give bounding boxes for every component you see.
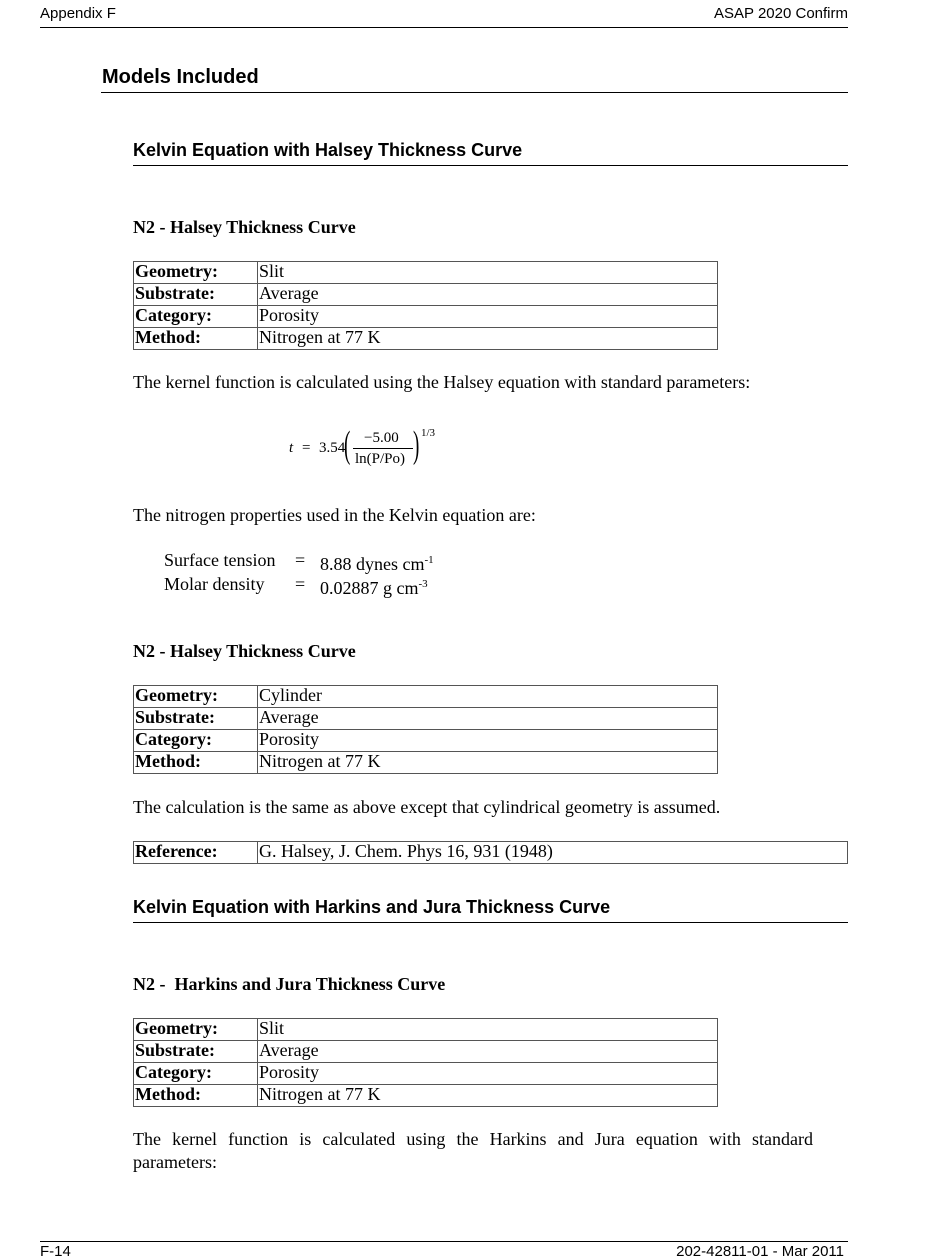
row-key: Geometry:	[134, 686, 258, 708]
table-row	[134, 1085, 718, 1107]
row-value: Average	[258, 284, 718, 306]
section-title: Models Included	[102, 66, 259, 88]
table-row	[134, 1063, 718, 1085]
footer-right: 202-42811-01 - Mar 2011	[676, 1243, 844, 1260]
properties-table	[133, 1018, 718, 1107]
header-rule	[40, 27, 848, 28]
subsection-rule	[133, 922, 848, 923]
table-row	[134, 730, 718, 752]
row-key: Substrate:	[134, 1041, 258, 1063]
block-heading: N2 - Harkins and Jura Thickness Curve	[133, 974, 446, 994]
row-value: Cylinder	[258, 686, 718, 708]
row-key: Category:	[134, 1063, 258, 1085]
footer-left: F-14	[40, 1243, 71, 1260]
eq-coef: 3.54	[319, 440, 346, 456]
row-value: Porosity	[258, 1063, 718, 1085]
table-row	[134, 686, 718, 708]
row-value: Average	[258, 708, 718, 730]
row-key: Reference:	[134, 842, 258, 864]
row-key: Substrate:	[134, 284, 258, 306]
row-key: Method:	[134, 328, 258, 350]
eq-equals: =	[302, 440, 311, 456]
eq-exponent: 1/3	[421, 427, 436, 439]
table-row	[134, 284, 718, 306]
property-name: Molar density	[164, 574, 265, 594]
property-eq: =	[295, 574, 306, 594]
property-value	[320, 549, 434, 576]
table-row	[134, 306, 718, 328]
table-row	[134, 842, 848, 864]
eq-lhs: t	[289, 440, 294, 456]
value-exponent: -1	[424, 554, 434, 566]
value-exponent: -3	[418, 578, 428, 590]
value-text: 8.88 dynes cm	[320, 554, 425, 574]
row-key: Method:	[134, 1085, 258, 1107]
row-value: Porosity	[258, 730, 718, 752]
subsection-rule	[133, 165, 848, 166]
row-value: Nitrogen at 77 K	[258, 328, 718, 350]
row-value: Slit	[258, 1019, 718, 1041]
paragraph: The kernel function is calculated using the Harkins and Jura equation with standard parameters:	[133, 1129, 813, 1172]
paragraph: The calculation is the same as above except that cylindrical geometry is assumed.	[133, 797, 721, 817]
row-key: Geometry:	[134, 1019, 258, 1041]
row-value: Slit	[258, 262, 718, 284]
properties-table	[133, 685, 718, 774]
paragraph: The kernel function is calculated using the Halsey equation with standard parameters:	[133, 372, 751, 392]
header-right: ASAP 2020 Confirm	[714, 5, 848, 22]
property-name: Surface tension	[164, 550, 276, 570]
subsection-title-harkins-jura: Kelvin Equation with Harkins and Jura Thickness Curve	[133, 897, 611, 917]
reference-table	[133, 841, 848, 864]
table-row	[134, 328, 718, 350]
table-row	[134, 752, 718, 774]
subsection-title-halsey: Kelvin Equation with Halsey Thickness Curve	[133, 140, 523, 160]
eq-denominator: ln(P/Po)	[355, 451, 406, 467]
properties-table	[133, 261, 718, 350]
property-eq: =	[295, 550, 306, 570]
table-row	[134, 1041, 718, 1063]
row-value: Average	[258, 1041, 718, 1063]
header-left: Appendix F	[40, 5, 116, 22]
row-key: Category:	[134, 730, 258, 752]
table-row	[134, 1019, 718, 1041]
block-heading: N2 - Halsey Thickness Curve	[133, 641, 356, 661]
section-rule	[101, 92, 848, 93]
table-row	[134, 708, 718, 730]
row-key: Method:	[134, 752, 258, 774]
row-key: Category:	[134, 306, 258, 328]
row-value: Porosity	[258, 306, 718, 328]
footer-rule	[40, 1241, 848, 1242]
block-heading: N2 - Halsey Thickness Curve	[133, 217, 356, 237]
row-value: G. Halsey, J. Chem. Phys 16, 931 (1948)	[258, 842, 848, 864]
row-key: Substrate:	[134, 708, 258, 730]
row-value: Nitrogen at 77 K	[258, 752, 718, 774]
table-row	[134, 262, 718, 284]
eq-numerator: −5.00	[364, 430, 399, 446]
value-text: 0.02887 g cm	[320, 578, 419, 598]
property-value	[320, 573, 428, 600]
row-value: Nitrogen at 77 K	[258, 1085, 718, 1107]
paragraph: The nitrogen properties used in the Kelvin equation are:	[133, 505, 536, 525]
row-key: Geometry:	[134, 262, 258, 284]
halsey-equation: t = 3.54 ( −5.00 ln(P/Po) ) 1/3	[289, 424, 436, 467]
